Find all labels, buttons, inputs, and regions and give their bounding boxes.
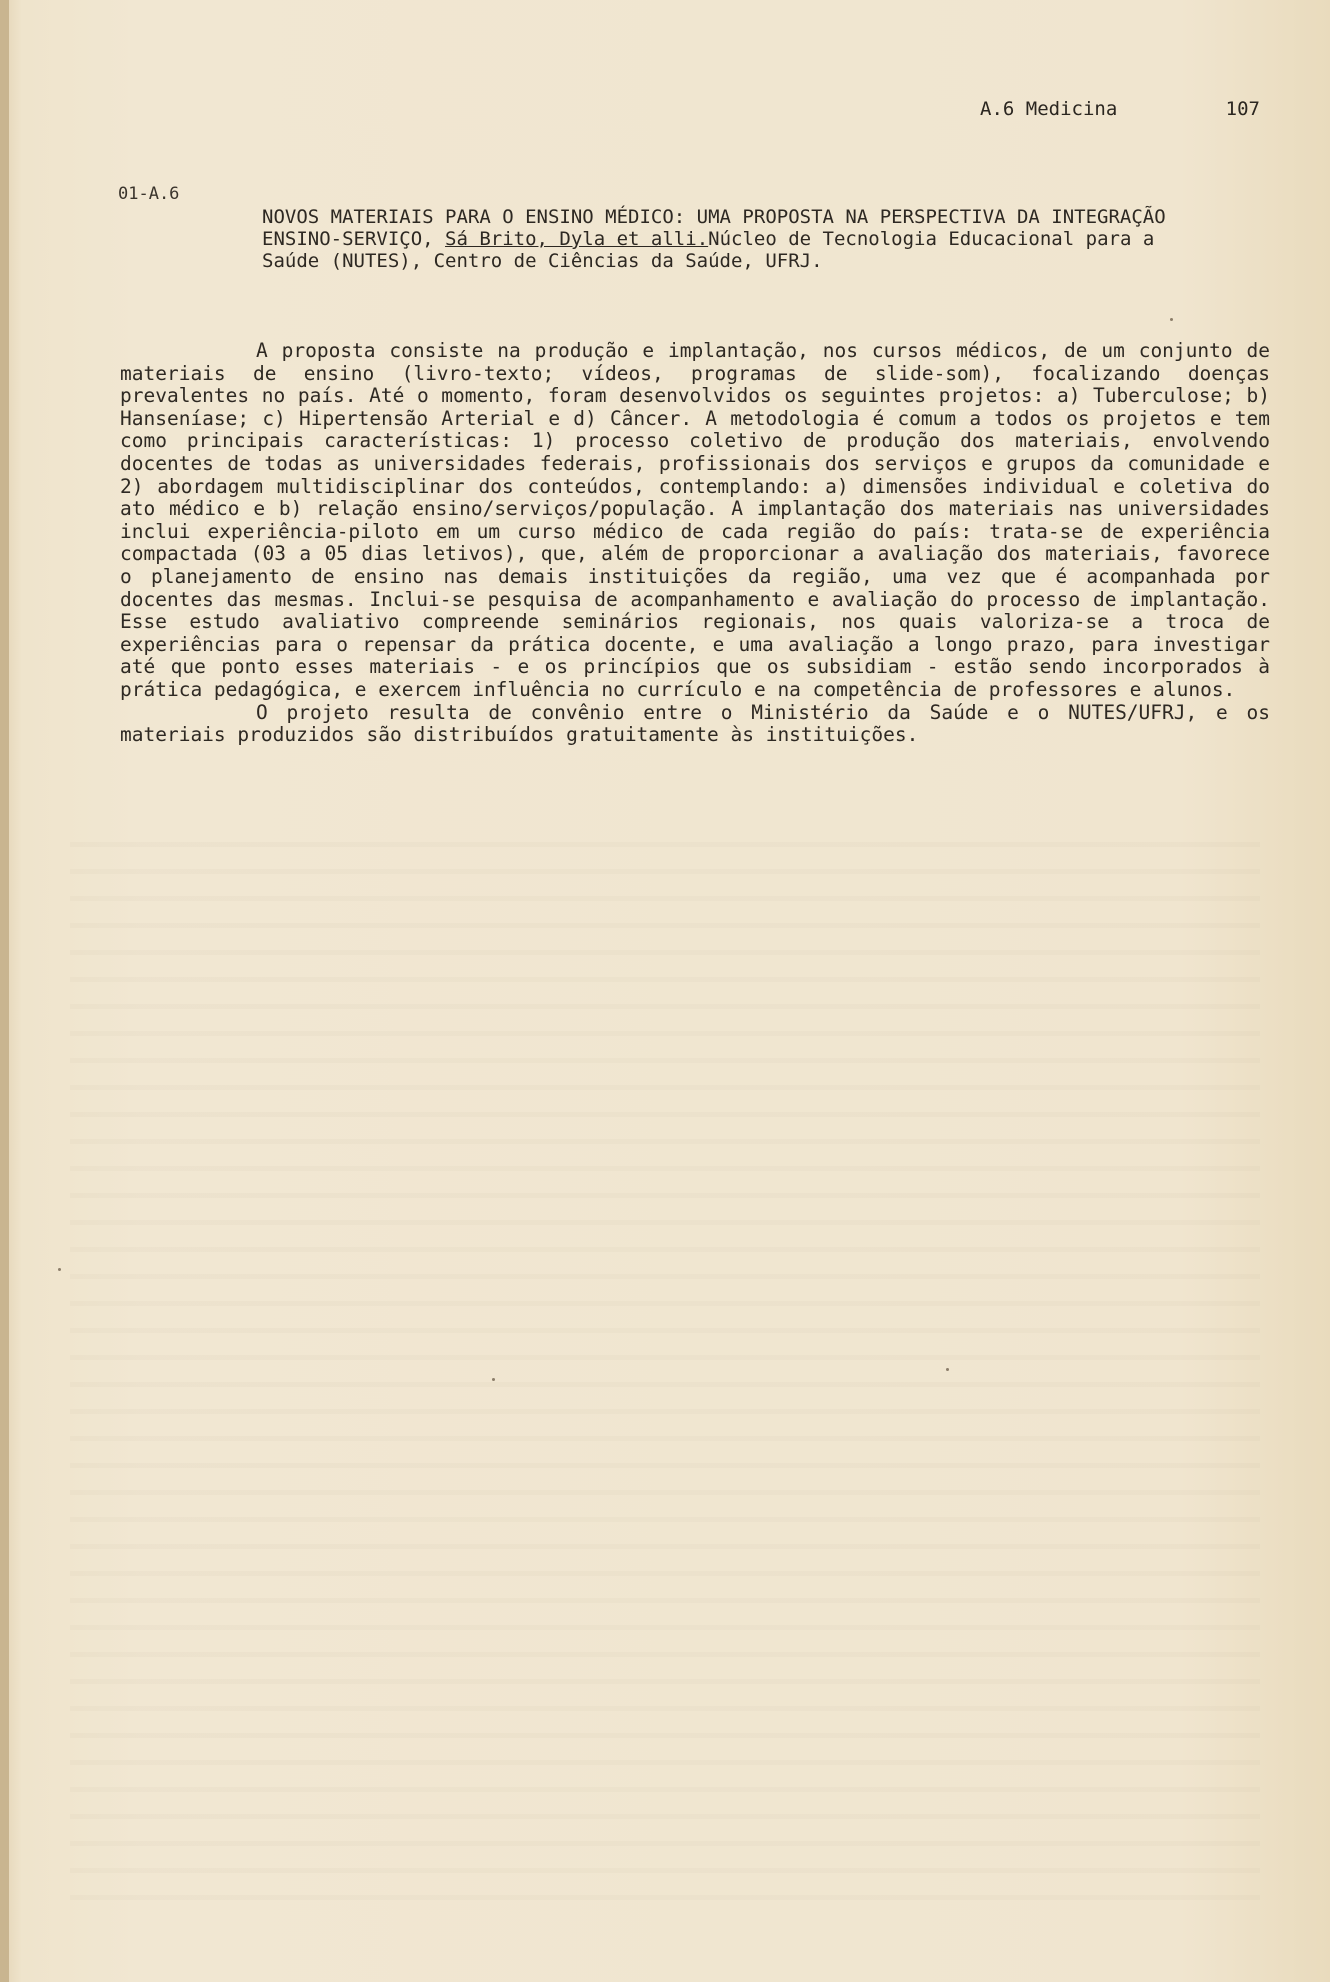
title-line-1: NOVOS MATERIAIS PARA O ENSINO MÉDICO: UMA PROPOSTA NA PERSPECTIVA DA INTEGRAÇÃO <box>262 206 1166 228</box>
page-number: 107 <box>1225 98 1260 120</box>
title-line-2-prefix: ENSINO-SERVIÇO, <box>262 228 446 250</box>
title-line-2-suffix: Núcleo de Tecnologia Educacional para a <box>708 228 1155 250</box>
paper-speck <box>946 1368 949 1371</box>
paper-speck <box>492 1378 495 1381</box>
title-line-3: Saúde (NUTES), Centro de Ciências da Saúde, UFRJ. <box>262 250 823 272</box>
section-title: A.6 Medicina <box>980 98 1118 120</box>
entry-reference-code: 01-A.6 <box>118 184 180 204</box>
entry-title-block <box>262 206 1182 272</box>
authors: Sá Brito, Dyla et alli. <box>445 228 709 250</box>
show-through-texture <box>70 820 1260 1900</box>
abstract-paragraph-2: O projeto resulta de convênio entre o Ministério da Saúde e o NUTES/UFRJ, e os materiais produzidos são distribuídos gratuitamente às instituições. <box>120 700 1270 747</box>
paper-speck <box>1170 318 1173 321</box>
abstract-body <box>120 340 1270 747</box>
page-spine-edge <box>0 0 9 1982</box>
paper-speck <box>58 1268 61 1271</box>
title-line-2 <box>262 228 1182 250</box>
running-header <box>980 98 1260 120</box>
abstract-paragraph-1: A proposta consiste na produção e implantação, nos cursos médicos, de um conjunto de materiais de ensino (livro-texto; vídeos, programas de slide-som), focalizando doenças prevalentes no país. Até o momento, foram desenvolvidos os seguintes projetos: a) Tuberculose; b) Hanseníase; c) Hipertensão Arterial e d) Câncer. A metodologia é comum a todos os projetos e tem como principais características: 1) processo coletivo de produção dos materiais, envolvendo docentes de todas as universidades federais, profissionais dos serviços e grupos da comunidade e 2) abordagem multidisciplinar dos conteúdos, contemplando: a) dimensões individual e coletiva do ato médico e b) relação ensino/serviços/população. A implantação dos materiais nas universidades inclui experiência-piloto em um curso médico de cada região do país: trata-se de experiência compactada (03 a 05 dias letivos), que, além de proporcionar a avaliação dos materiais, favorece o planejamento de ensino nas demais instituições da região, uma vez que é acompanhada por docentes das mesmas. Inclui-se pesquisa de acompanhamento e avaliação do processo de implantação. Esse estudo avaliativo compreende seminários regionais, nos quais valoriza-se a troca de experiências para o repensar da prática docente, e uma avaliação a longo prazo, para investigar até que ponto esses materiais - e os princípios que os subsidiam - estão sendo incorporados à prática pedagógica, e exercem influência no currículo e na competência de professores e alunos. <box>120 339 1270 701</box>
